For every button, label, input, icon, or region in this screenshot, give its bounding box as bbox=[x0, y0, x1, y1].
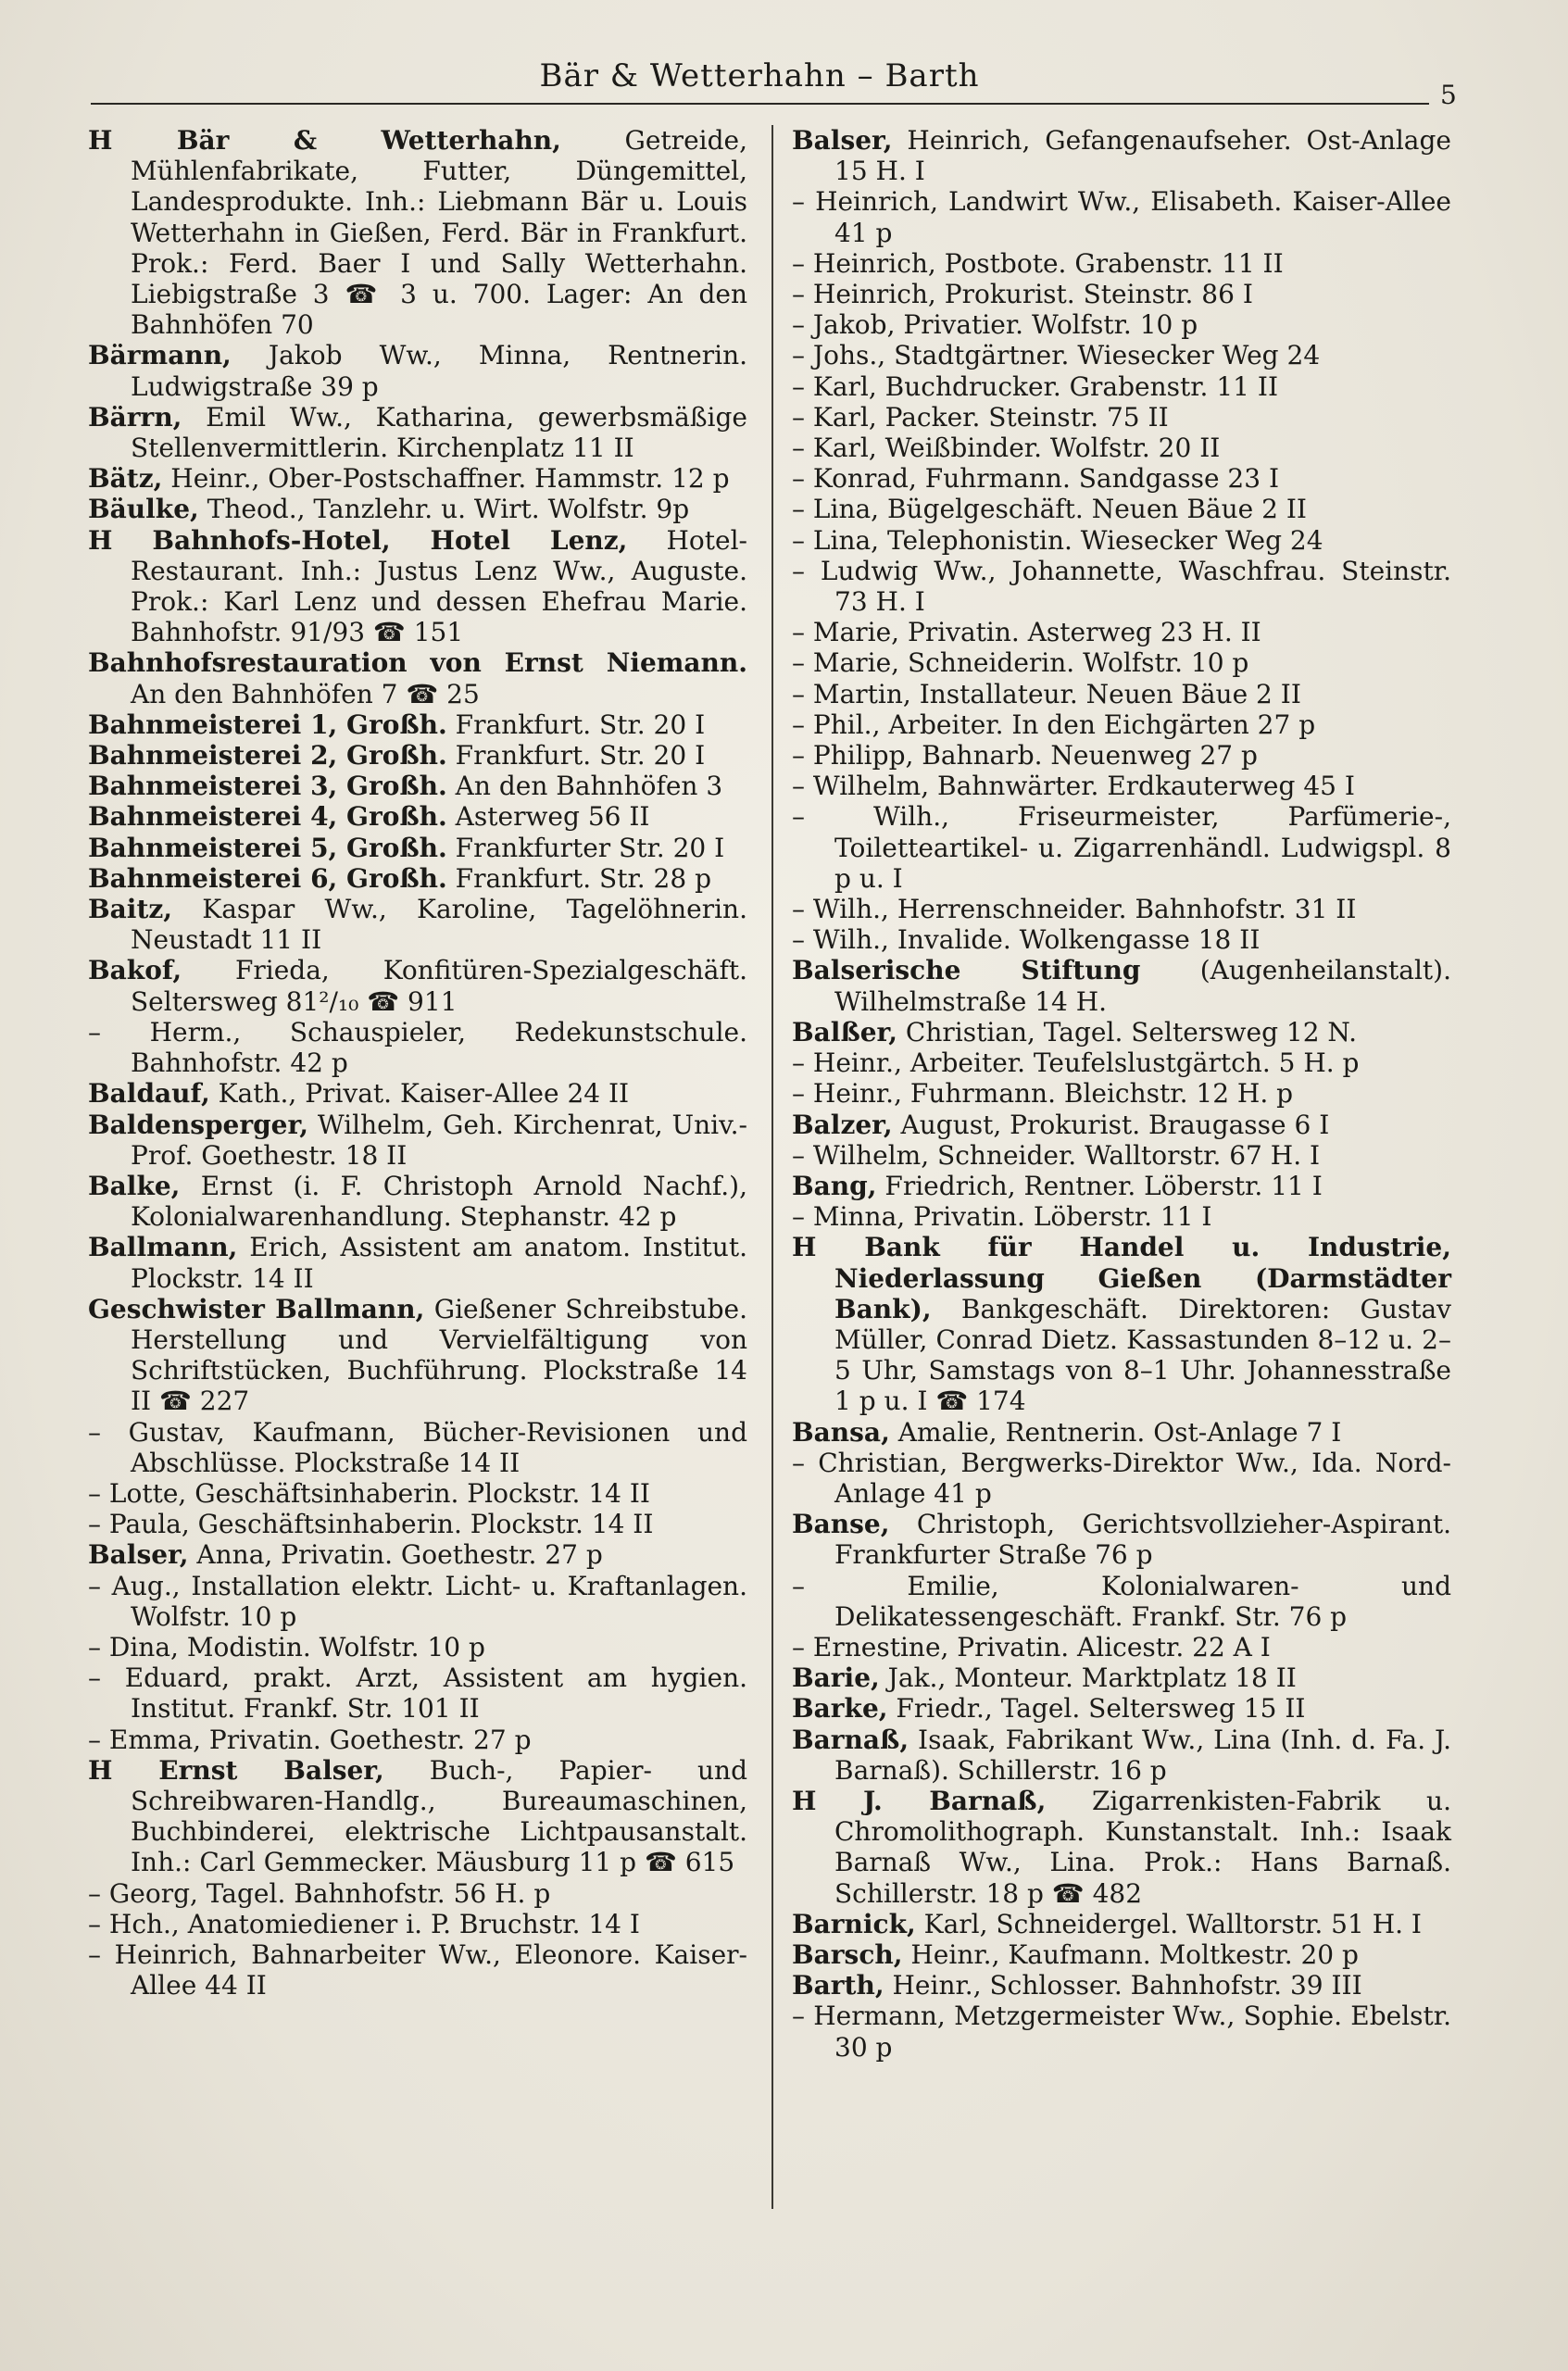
directory-entry bbox=[792, 679, 1451, 709]
entry-details: Frankfurter Str. 20 I bbox=[446, 832, 725, 863]
directory-entry bbox=[792, 556, 1451, 617]
entry-name: Bärrn, bbox=[88, 401, 182, 433]
entry-details: Kath., Privat. Kaiser-Allee 24 II bbox=[209, 1078, 630, 1110]
directory-entry bbox=[792, 248, 1451, 279]
directory-entry bbox=[88, 1662, 747, 1724]
directory-entry bbox=[88, 1110, 747, 1171]
entry-name: Bätz, bbox=[88, 463, 163, 495]
entry-details: – Ernestine, Privatin. Alicestr. 22 A I bbox=[792, 1631, 1271, 1662]
entry-details: Friedrich, Rentner. Löberstr. 11 I bbox=[876, 1170, 1323, 1201]
entry-details: Heinr., Ober-Postschaffner. Hammstr. 12 p bbox=[162, 463, 730, 495]
directory-entry bbox=[88, 647, 747, 709]
directory-entry bbox=[792, 1786, 1451, 1909]
entry-details: – Wilh., Friseurmeister, Parfümerie-, Toiletteartikel- u. Zigarrenhändl. Ludwigspl. 8 p u. I bbox=[792, 801, 1451, 894]
entry-name: Geschwister Ballmann, bbox=[88, 1293, 425, 1324]
directory-entry bbox=[792, 1140, 1451, 1171]
directory-entry bbox=[792, 525, 1451, 556]
entry-details: Friedr., Tagel. Seltersweg 15 II bbox=[887, 1693, 1306, 1725]
directory-entry bbox=[792, 740, 1451, 771]
directory-entry bbox=[792, 1970, 1451, 2001]
directory-entry bbox=[792, 125, 1451, 186]
directory-entry bbox=[88, 125, 747, 340]
entry-details: Heinr., Schlosser. Bahnhofstr. 39 III bbox=[884, 1970, 1362, 2001]
directory-entry bbox=[88, 1909, 747, 1939]
directory-entry bbox=[88, 1017, 747, 1078]
directory-entry bbox=[88, 1755, 747, 1878]
column-divider bbox=[771, 125, 773, 2209]
directory-entry bbox=[88, 1509, 747, 1539]
entry-details: – Aug., Installation elektr. Licht- u. Kraftanlagen. Wolfstr. 10 p bbox=[88, 1570, 747, 1632]
entry-details: – Herm., Schauspieler, Redekunstschule. Bahnhofstr. 42 p bbox=[88, 1016, 747, 1079]
entry-name: Bärmann, bbox=[88, 340, 232, 371]
entry-details: Isaak, Fabrikant Ww., Lina (Inh. d. Fa. J. Barnaß). Schillerstr. 16 p bbox=[834, 1724, 1451, 1786]
entry-details: Heinr., Kaufmann. Moltkestr. 20 p bbox=[902, 1938, 1359, 1970]
entry-name: Bahnmeisterei 3, Großh. bbox=[88, 771, 447, 802]
directory-entry bbox=[88, 771, 747, 801]
entry-details: Heinrich, Gefangenaufseher. Ost-Anlage 15 H. I bbox=[834, 125, 1451, 187]
directory-entry bbox=[88, 1632, 747, 1662]
directory-entry bbox=[792, 1078, 1451, 1109]
directory-entry bbox=[792, 801, 1451, 894]
entry-details: Jakob Ww., Minna, Rentnerin. Ludwigstraße 39 p bbox=[131, 340, 747, 402]
entry-name: H Bär & Wetterhahn, bbox=[88, 125, 561, 156]
entry-name: Bahnmeisterei 1, Großh. bbox=[88, 709, 447, 740]
entry-details: – Lina, Bügelgeschäft. Neuen Bäue 2 II bbox=[792, 494, 1307, 525]
directory-entry bbox=[88, 1878, 747, 1909]
entry-name: Ballmann, bbox=[88, 1232, 238, 1263]
entry-name: Bahnmeisterei 6, Großh. bbox=[88, 862, 447, 894]
entry-details: August, Prokurist. Braugasse 6 I bbox=[892, 1109, 1330, 1140]
directory-entry bbox=[88, 1171, 747, 1232]
entry-details: – Hermann, Metzgermeister Ww., Sophie. Ebelstr. 30 p bbox=[792, 2001, 1451, 2063]
entry-details: – Marie, Privatin. Asterweg 23 H. II bbox=[792, 617, 1261, 648]
directory-entry bbox=[792, 709, 1451, 740]
page-number: 5 bbox=[1440, 80, 1457, 110]
entry-details: Emil Ww., Katharina, gewerbsmäßige Stellenvermittlerin. Kirchenplatz 11 II bbox=[131, 401, 747, 464]
entry-details: – Marie, Schneiderin. Wolfstr. 10 p bbox=[792, 647, 1249, 679]
left-column bbox=[88, 125, 747, 2001]
entry-details: – Martin, Installateur. Neuen Bäue 2 II bbox=[792, 678, 1301, 709]
entry-details: – Wilhelm, Bahnwärter. Erdkauterweg 45 I bbox=[792, 771, 1355, 802]
directory-entry bbox=[792, 463, 1451, 494]
entry-details: – Johs., Stadtgärtner. Wiesecker Weg 24 bbox=[792, 340, 1321, 371]
directory-entry bbox=[792, 1417, 1451, 1448]
entry-name: H Bahnhofs-Hotel, Hotel Lenz, bbox=[88, 524, 628, 556]
entry-details: Jak., Monteur. Marktplatz 18 II bbox=[879, 1662, 1297, 1694]
directory-entry bbox=[88, 1725, 747, 1755]
entry-name: Balzer, bbox=[792, 1109, 893, 1140]
directory-entry bbox=[792, 647, 1451, 678]
entry-details: – Karl, Packer. Steinstr. 75 II bbox=[792, 401, 1169, 433]
directory-entry bbox=[88, 1571, 747, 1632]
directory-entry bbox=[792, 340, 1451, 370]
entry-details: – Gustav, Kaufmann, Bücher-Revisionen und Abschlüsse. Plockstraße 14 II bbox=[88, 1416, 747, 1478]
directory-entry bbox=[88, 1939, 747, 2001]
entry-details: Karl, Schneidergel. Walltorstr. 51 H. I bbox=[915, 1908, 1422, 1939]
directory-entry bbox=[792, 1725, 1451, 1786]
entry-details: – Konrad, Fuhrmann. Sandgasse 23 I bbox=[792, 463, 1279, 495]
entry-details: – Wilh., Herrenschneider. Bahnhofstr. 31 II bbox=[792, 894, 1357, 925]
entry-details: Frankfurt. Str. 28 p bbox=[446, 862, 712, 894]
directory-entry bbox=[88, 1078, 747, 1109]
directory-entry bbox=[792, 2001, 1451, 2062]
entry-details: – Heinr., Arbeiter. Teufelslustgärtch. 5 H. p bbox=[792, 1048, 1360, 1079]
entry-details: Amalie, Rentnerin. Ost-Anlage 7 I bbox=[889, 1416, 1342, 1448]
entry-details: – Ludwig Ww., Johannette, Waschfrau. Steinstr. 73 H. I bbox=[792, 555, 1451, 618]
directory-entry bbox=[792, 771, 1451, 801]
entry-name: Bahnmeisterei 5, Großh. bbox=[88, 832, 447, 863]
entry-name: Bahnhofsrestauration von Ernst Niemann. bbox=[88, 647, 747, 679]
directory-entry bbox=[792, 371, 1451, 402]
directory-entry bbox=[792, 1232, 1451, 1416]
directory-entry bbox=[88, 340, 747, 401]
entry-details: – Lotte, Geschäftsinhaberin. Plockstr. 14 II bbox=[88, 1477, 650, 1509]
entry-name: Barnick, bbox=[792, 1908, 916, 1939]
entry-details: (Augenheilanstalt). Wilhelmstraße 14 H. bbox=[834, 955, 1451, 1017]
page-header: Bär & Wetterhahn – Barth bbox=[539, 57, 980, 94]
directory-entry bbox=[792, 1201, 1451, 1232]
entry-name: Bäulke, bbox=[88, 494, 199, 525]
header-rule bbox=[91, 103, 1429, 105]
entry-name: Balßer, bbox=[792, 1016, 897, 1048]
directory-entry bbox=[88, 955, 747, 1016]
entry-details: – Eduard, prakt. Arzt, Assistent am hygien. Institut. Frankf. Str. 101 II bbox=[88, 1662, 747, 1725]
entry-name: Bahnmeisterei 4, Großh. bbox=[88, 801, 447, 833]
entry-details: Getreide, Mühlenfabrikate, Futter, Düngemittel, Landesprodukte. Inh.: Liebmann Bär u. Louis Wetterhahn in Gießen, Ferd. Bär in Frankfurt. Prok.: Ferd. Baer I und Sally Wetterhahn. Liebigstraße 3 ☎ 3 u. 700. Lager: An den Bahnhöfen 70 bbox=[131, 125, 747, 341]
entry-details: – Emilie, Kolonialwaren- und Delikatessengeschäft. Frankf. Str. 76 p bbox=[792, 1570, 1451, 1632]
directory-entry bbox=[88, 494, 747, 524]
directory-entry bbox=[88, 709, 747, 740]
directory-entry bbox=[792, 1017, 1451, 1048]
entry-details: Kaspar Ww., Karoline, Tagelöhnerin. Neustadt 11 II bbox=[131, 894, 747, 956]
entry-details: – Paula, Geschäftsinhaberin. Plockstr. 14 II bbox=[88, 1509, 654, 1540]
entry-name: Balser, bbox=[792, 125, 893, 156]
entry-name: Balser, bbox=[88, 1539, 189, 1571]
directory-entry bbox=[792, 894, 1451, 924]
directory-entry bbox=[792, 1909, 1451, 1939]
entry-details: Frankfurt. Str. 20 I bbox=[446, 740, 706, 772]
directory-entry bbox=[88, 1294, 747, 1417]
directory-entry bbox=[792, 1662, 1451, 1693]
entry-details: Asterweg 56 II bbox=[446, 801, 650, 833]
directory-entry bbox=[792, 1509, 1451, 1570]
entry-details: – Heinrich, Postbote. Grabenstr. 11 II bbox=[792, 247, 1284, 279]
entry-details: – Christian, Bergwerks-Direktor Ww., Ida. Nord-Anlage 41 p bbox=[792, 1447, 1451, 1509]
entry-name: H J. Barnaß, bbox=[792, 1785, 1047, 1816]
entry-name: Bakof, bbox=[88, 955, 182, 986]
entry-details: – Hch., Anatomiediener i. P. Bruchstr. 14 I bbox=[88, 1908, 640, 1939]
directory-entry bbox=[792, 1171, 1451, 1201]
entry-details: An den Bahnhöfen 7 ☎ 25 bbox=[131, 678, 480, 709]
entry-details: Ernst (i. F. Christoph Arnold Nachf.), Kolonialwarenhandlung. Stephanstr. 42 p bbox=[131, 1170, 747, 1233]
directory-entry bbox=[88, 1539, 747, 1570]
entry-details: – Minna, Privatin. Löberstr. 11 I bbox=[792, 1201, 1212, 1233]
entry-details: Gießener Schreibstube. Herstellung und Vervielfältigung von Schriftstücken, Buchführung. Plockstraße 14 II ☎ 227 bbox=[131, 1293, 748, 1417]
directory-entry bbox=[792, 1048, 1451, 1078]
directory-entry bbox=[792, 279, 1451, 309]
entry-details: – Dina, Modistin. Wolfstr. 10 p bbox=[88, 1631, 485, 1662]
entry-details: – Phil., Arbeiter. In den Eichgärten 27 p bbox=[792, 709, 1316, 740]
entry-name: Balke, bbox=[88, 1170, 181, 1201]
directory-entry bbox=[792, 1693, 1451, 1724]
entry-details: – Georg, Tagel. Bahnhofstr. 56 H. p bbox=[88, 1877, 551, 1909]
directory-entry bbox=[792, 309, 1451, 340]
entry-details: Christoph, Gerichtsvollzieher-Aspirant. Frankfurter Straße 76 p bbox=[834, 1509, 1451, 1571]
entry-details: Anna, Privatin. Goethestr. 27 p bbox=[188, 1539, 603, 1571]
entry-name: Barth, bbox=[792, 1970, 884, 2001]
entry-details: Frieda, Konfitüren-Spezialgeschäft. Seltersweg 81²/₁₀ ☎ 911 bbox=[131, 955, 747, 1017]
entry-details: – Wilhelm, Schneider. Walltorstr. 67 H. I bbox=[792, 1139, 1321, 1171]
entry-details: – Jakob, Privatier. Wolfstr. 10 p bbox=[792, 309, 1198, 341]
directory-entry bbox=[792, 1110, 1451, 1140]
directory-entry bbox=[792, 617, 1451, 647]
entry-name: Bahnmeisterei 2, Großh. bbox=[88, 740, 447, 772]
entry-details: Zigarrenkisten-Fabrik u. Chromolithograph. Kunstanstalt. Inh.: Isaak Barnaß Ww., Lina. Prok.: Hans Barnaß. Schillerstr. 18 p ☎ 482 bbox=[834, 1785, 1451, 1909]
entry-details: Hotel-Restaurant. Inh.: Justus Lenz Ww., Auguste. Prok.: Karl Lenz und dessen Ehefrau Marie. Bahnhofstr. 91/93 ☎ 151 bbox=[131, 524, 747, 648]
directory-entry bbox=[792, 955, 1451, 1016]
entry-name: Bansa, bbox=[792, 1416, 890, 1448]
entry-details: Buch-, Papier- und Schreibwaren-Handlg., Bureaumaschinen, Buchbinderei, elektrische Lichtpausanstalt. Inh.: Carl Gemmecker. Mäusburg 11 p ☎ 615 bbox=[131, 1754, 748, 1878]
entry-details: Frankfurt. Str. 20 I bbox=[446, 709, 706, 740]
entry-details: – Karl, Weißbinder. Wolfstr. 20 II bbox=[792, 433, 1221, 464]
right-column bbox=[792, 125, 1451, 2063]
directory-entry bbox=[88, 525, 747, 648]
entry-details: – Karl, Buchdrucker. Grabenstr. 11 II bbox=[792, 370, 1278, 402]
entry-name: Barie, bbox=[792, 1662, 880, 1694]
directory-entry bbox=[792, 186, 1451, 247]
entry-name: Balserische Stiftung bbox=[792, 955, 1141, 986]
directory-entry bbox=[88, 1478, 747, 1509]
entry-details: – Wilh., Invalide. Wolkengasse 18 II bbox=[792, 924, 1261, 956]
entry-details: Bankgeschäft. Direktoren: Gustav Müller, Conrad Dietz. Kassastunden 8–12 u. 2–5 Uhr, Samstags von 8–1 Uhr. Johannesstraße 1 p u. I ☎ 174 bbox=[834, 1293, 1451, 1417]
entry-name: Baitz, bbox=[88, 894, 173, 925]
directory-entry bbox=[792, 494, 1451, 524]
directory-entry bbox=[792, 1632, 1451, 1662]
entry-details: Theod., Tanzlehr. u. Wirt. Wolfstr. 9p bbox=[198, 494, 690, 525]
directory-entry bbox=[88, 1232, 747, 1293]
directory-entry bbox=[88, 894, 747, 955]
entry-name: H Ernst Balser, bbox=[88, 1754, 384, 1786]
directory-entry bbox=[88, 863, 747, 894]
directory-entry bbox=[88, 833, 747, 863]
entry-details: – Heinr., Fuhrmann. Bleichstr. 12 H. p bbox=[792, 1078, 1294, 1110]
entry-name: Baldauf, bbox=[88, 1078, 210, 1110]
directory-entry bbox=[88, 463, 747, 494]
directory-entry bbox=[792, 433, 1451, 463]
entry-name: H Bank für Handel u. Industrie, Niederlassung Gießen (Darmstädter Bank), bbox=[792, 1232, 1451, 1324]
directory-entry bbox=[88, 402, 747, 463]
directory-entry bbox=[792, 1939, 1451, 1970]
entry-details: An den Bahnhöfen 3 bbox=[446, 771, 723, 802]
entry-details: Christian, Tagel. Seltersweg 12 N. bbox=[897, 1016, 1358, 1048]
entry-name: Barke, bbox=[792, 1693, 888, 1725]
entry-details: Wilhelm, Geh. Kirchenrat, Univ.-Prof. Goethestr. 18 II bbox=[131, 1109, 747, 1171]
entry-details: – Philipp, Bahnarb. Neuenweg 27 p bbox=[792, 740, 1258, 772]
entry-details: – Lina, Telephonistin. Wiesecker Weg 24 bbox=[792, 524, 1323, 556]
entry-details: – Emma, Privatin. Goethestr. 27 p bbox=[88, 1724, 532, 1755]
directory-entry bbox=[792, 1448, 1451, 1509]
entry-name: Barsch, bbox=[792, 1938, 903, 1970]
entry-name: Banse, bbox=[792, 1509, 890, 1540]
entry-name: Baldensperger, bbox=[88, 1109, 308, 1140]
directory-entry bbox=[792, 1571, 1451, 1632]
directory-entry bbox=[792, 402, 1451, 433]
directory-entry bbox=[88, 740, 747, 771]
entry-details: Erich, Assistent am anatom. Institut. Plockstr. 14 II bbox=[131, 1232, 747, 1294]
entry-details: – Heinrich, Bahnarbeiter Ww., Eleonore. Kaiser-Allee 44 II bbox=[88, 1938, 747, 2001]
entry-name: Barnaß, bbox=[792, 1724, 909, 1755]
directory-entry bbox=[88, 1417, 747, 1478]
entry-details: – Heinrich, Prokurist. Steinstr. 86 I bbox=[792, 279, 1253, 310]
directory-entry bbox=[88, 801, 747, 832]
directory-entry bbox=[792, 924, 1451, 955]
entry-name: Bang, bbox=[792, 1170, 877, 1201]
entry-details: – Heinrich, Landwirt Ww., Elisabeth. Kaiser-Allee 41 p bbox=[792, 186, 1451, 248]
